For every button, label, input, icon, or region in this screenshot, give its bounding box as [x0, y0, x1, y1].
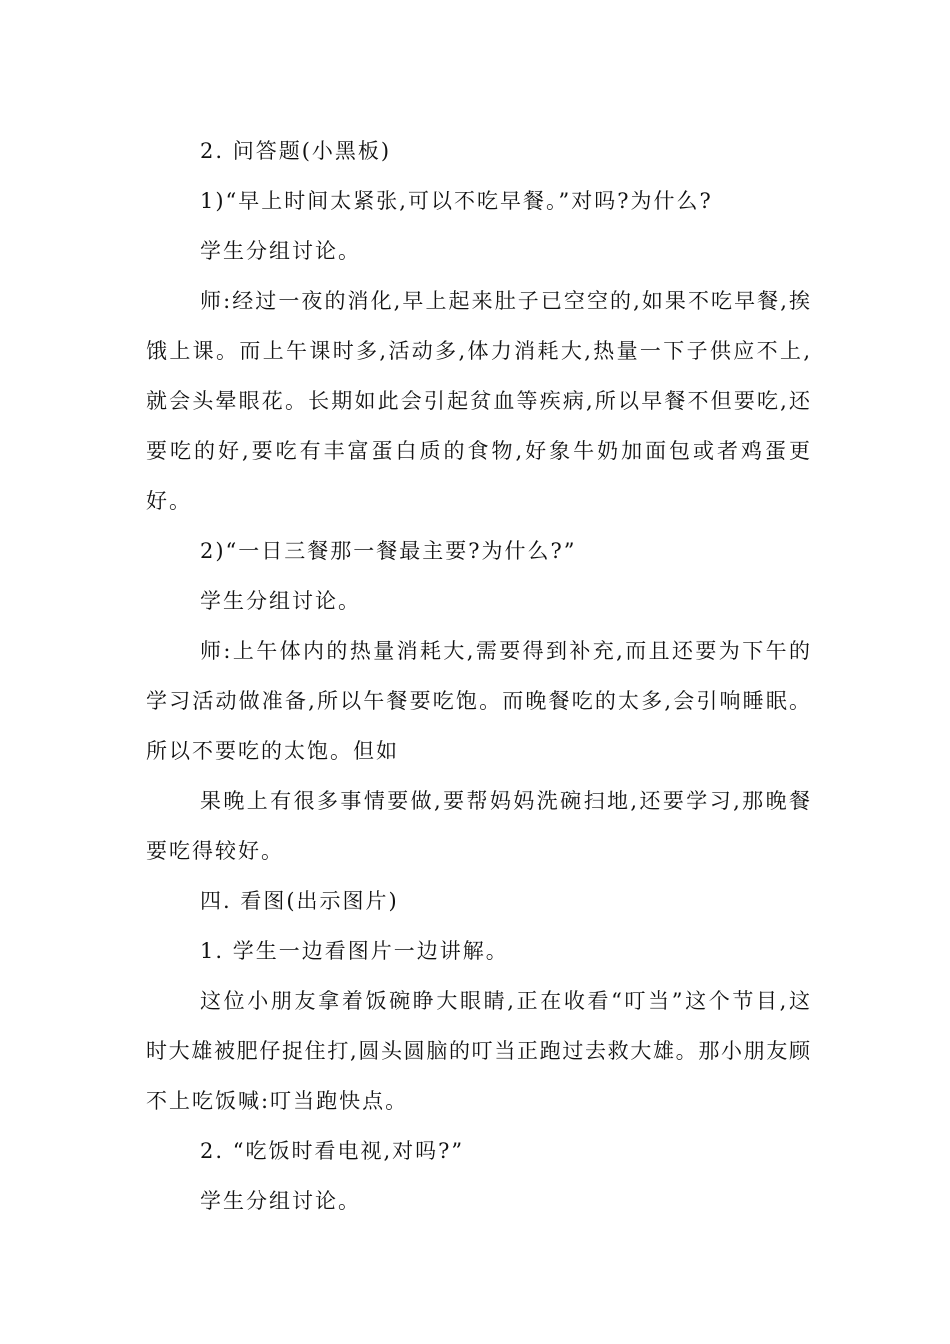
answer-1-line-2: 饿上课。而上午课时多,活动多,体力消耗大,热量一下子供应不上,: [146, 339, 811, 363]
picture-step-1: 1. 学生一边看图片一边讲解。: [200, 939, 509, 963]
question-3: 2. “吃饭时看电视,对吗?”: [200, 1139, 465, 1163]
answer-2-line-3: 所以不要吃的太饱。但如: [146, 739, 399, 763]
discussion-note-2: 学生分组讨论。: [200, 589, 361, 613]
answer-2-line-1: 师:上午体内的热量消耗大,需要得到补充,而且还要为下午的: [200, 639, 811, 663]
answer-2-line-4: 果晚上有很多事情要做,要帮妈妈洗碗扫地,还要学习,那晚餐: [200, 789, 811, 813]
picture-description-line-1: 这位小朋友拿着饭碗睁大眼睛,正在收看“叮当”这个节目,这: [200, 989, 811, 1013]
answer-1-line-3: 就会头晕眼花。长期如此会引起贫血等疾病,所以早餐不但要吃,还: [146, 389, 811, 413]
section-heading-qa: 2. 问答题(小黑板): [200, 139, 392, 163]
discussion-note-1: 学生分组讨论。: [200, 239, 361, 263]
section-heading-picture: 四. 看图(出示图片): [200, 889, 399, 913]
question-1: 1)“早上时间太紧张,可以不吃早餐。”对吗?为什么?: [200, 189, 713, 213]
answer-2-line-5: 要吃得较好。: [146, 839, 284, 863]
question-2: 2)“一日三餐那一餐最主要?为什么?”: [200, 539, 577, 563]
answer-1-line-4: 要吃的好,要吃有丰富蛋白质的食物,好象牛奶加面包或者鸡蛋更: [146, 439, 811, 463]
picture-description-line-3: 不上吃饭喊:叮当跑快点。: [146, 1089, 409, 1113]
discussion-note-3: 学生分组讨论。: [200, 1189, 361, 1213]
answer-2-line-2: 学习活动做准备,所以午餐要吃饱。而晚餐吃的太多,会引响睡眠。: [146, 689, 811, 713]
picture-description-line-2: 时大雄被肥仔捉住打,圆头圆脑的叮当正跑过去救大雄。那小朋友顾: [146, 1039, 811, 1063]
answer-1-line-1: 师:经过一夜的消化,早上起来肚子已空空的,如果不吃早餐,挨: [200, 289, 811, 313]
answer-1-line-5: 好。: [146, 489, 192, 513]
